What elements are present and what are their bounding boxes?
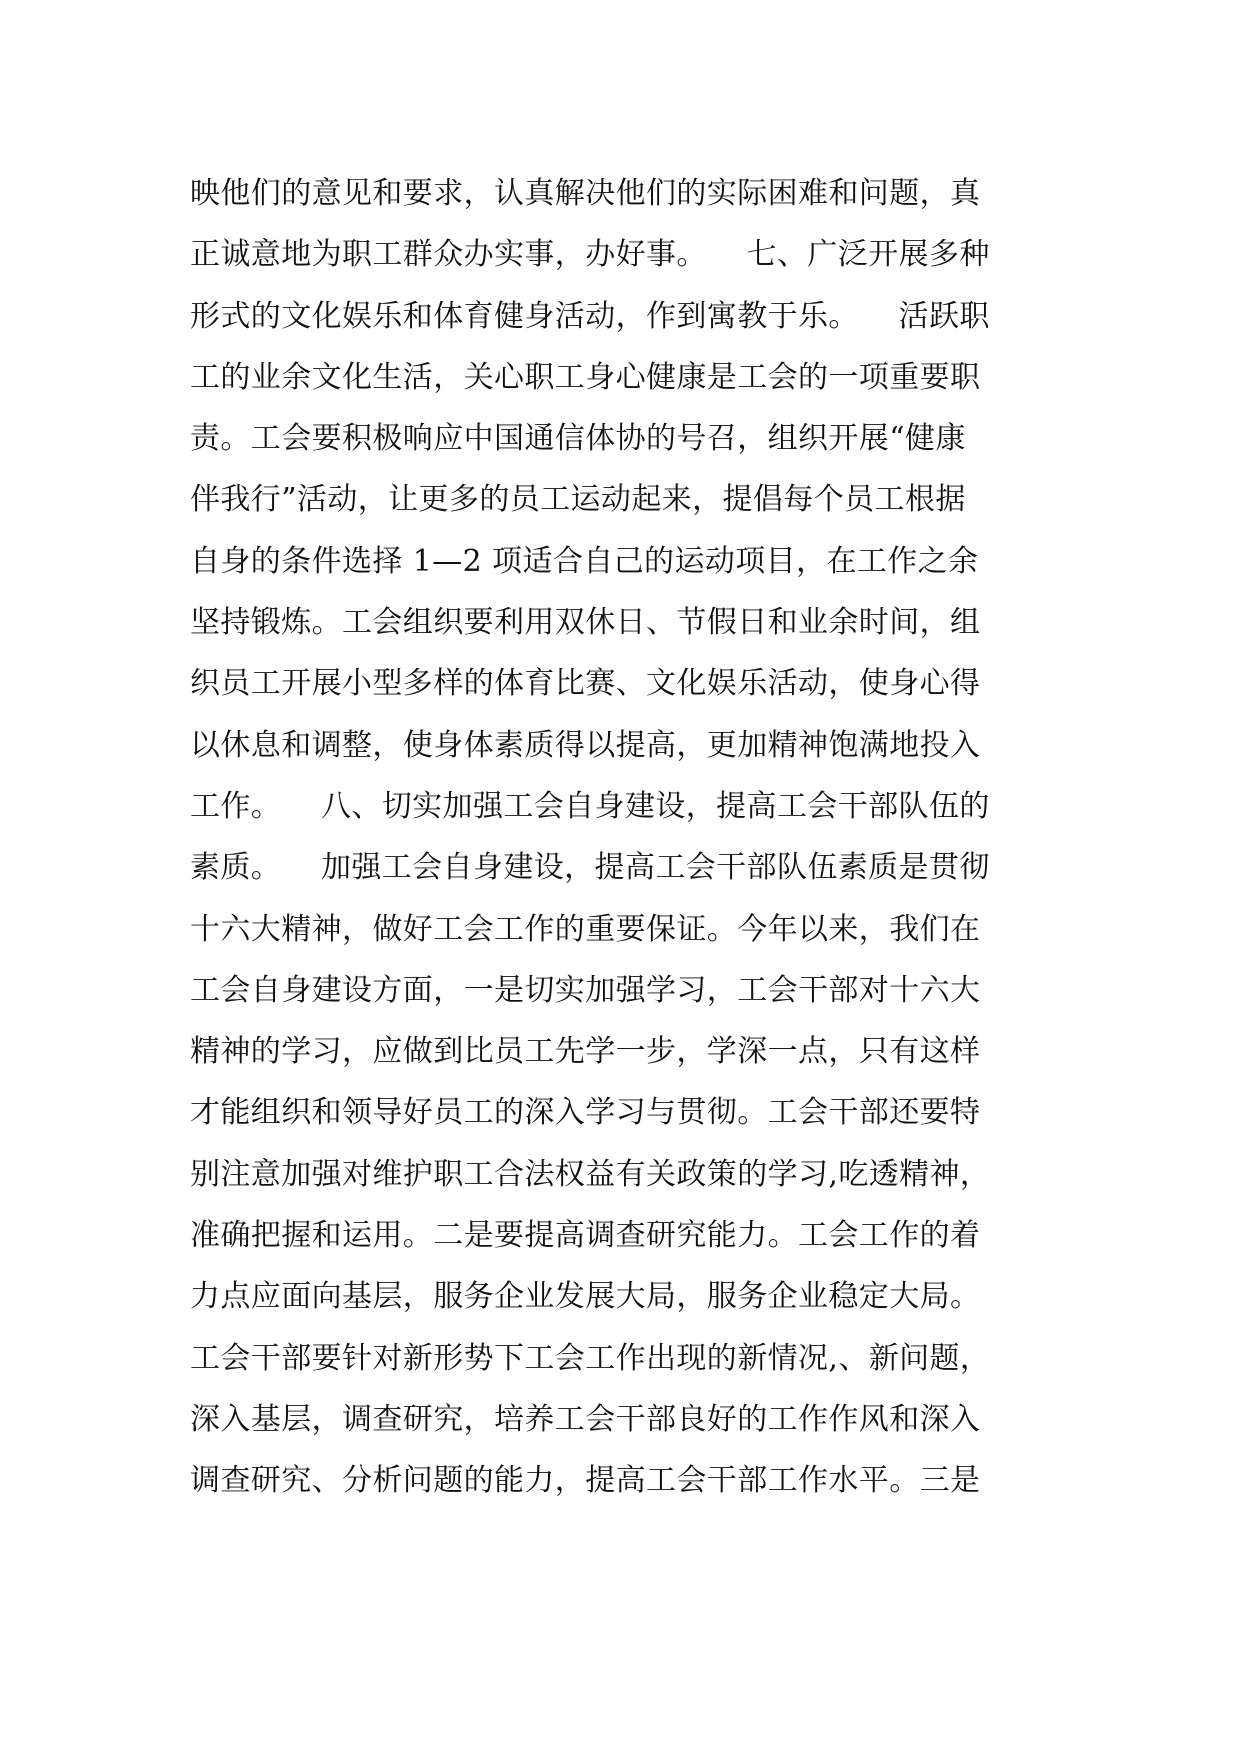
text-line: 以休息和调整，使身体素质得以提高，更加精神饱满地投入 bbox=[190, 727, 981, 763]
text-line: 形式的文化娱乐和体育健身活动，作到寓教于乐。 活跃职 bbox=[190, 298, 990, 334]
text-line: 工会自身建设方面，一是切实加强学习，工会干部对十六大 bbox=[190, 972, 981, 1008]
text-line: 自身的条件选择 1—2 项适合自己的运动项目，在工作之余 bbox=[190, 543, 979, 579]
text-line: 准确把握和运用。二是要提高调查研究能力。工会工作的着 bbox=[190, 1218, 981, 1254]
text-line: 才能组织和领导好员工的深入学习与贯彻。工会干部还要特 bbox=[190, 1095, 981, 1131]
text-line: 坚持锻炼。工会组织要利用双休日、节假日和业余时间，组 bbox=[190, 605, 981, 641]
text-line: 精神的学习，应做到比员工先学一步，学深一点，只有这样 bbox=[190, 1034, 981, 1070]
text-line: 别注意加强对维护职工合法权益有关政策的学习,吃透精神， bbox=[190, 1156, 991, 1192]
text-line: 伴我行”活动，让更多的员工运动起来，提倡每个员工根据 bbox=[190, 482, 966, 518]
text-line: 织员工开展小型多样的体育比赛、文化娱乐活动，使身心得 bbox=[190, 666, 981, 702]
text-line: 正诚意地为职工群众办实事，办好事。 七、广泛开展多种 bbox=[190, 237, 990, 273]
text-line: 力点应面向基层，服务企业发展大局，服务企业稳定大局。 bbox=[190, 1279, 981, 1315]
text-line: 调查研究、分析问题的能力，提高工会干部工作水平。三是 bbox=[190, 1463, 981, 1499]
text-line: 工作。 八、切实加强工会自身建设，提高工会干部队伍的 bbox=[190, 788, 990, 824]
text-line: 工会干部要针对新形势下工会工作出现的新情况,、新问题， bbox=[190, 1340, 991, 1376]
text-line: 素质。 加强工会自身建设，提高工会干部队伍素质是贯彻 bbox=[190, 850, 990, 886]
text-line: 映他们的意见和要求，认真解决他们的实际困难和问题，真 bbox=[190, 176, 981, 211]
text-line: 责。工会要积极响应中国通信体协的号召，组织开展“健康 bbox=[190, 421, 966, 457]
text-line: 工的业余文化生活，关心职工身心健康是工会的一项重要职 bbox=[190, 359, 981, 395]
text-line: 深入基层，调查研究，培养工会干部良好的工作作风和深入 bbox=[190, 1401, 981, 1437]
body-text bbox=[190, 163, 1070, 1512]
text-line: 十六大精神，做好工会工作的重要保证。今年以来，我们在 bbox=[190, 911, 981, 947]
